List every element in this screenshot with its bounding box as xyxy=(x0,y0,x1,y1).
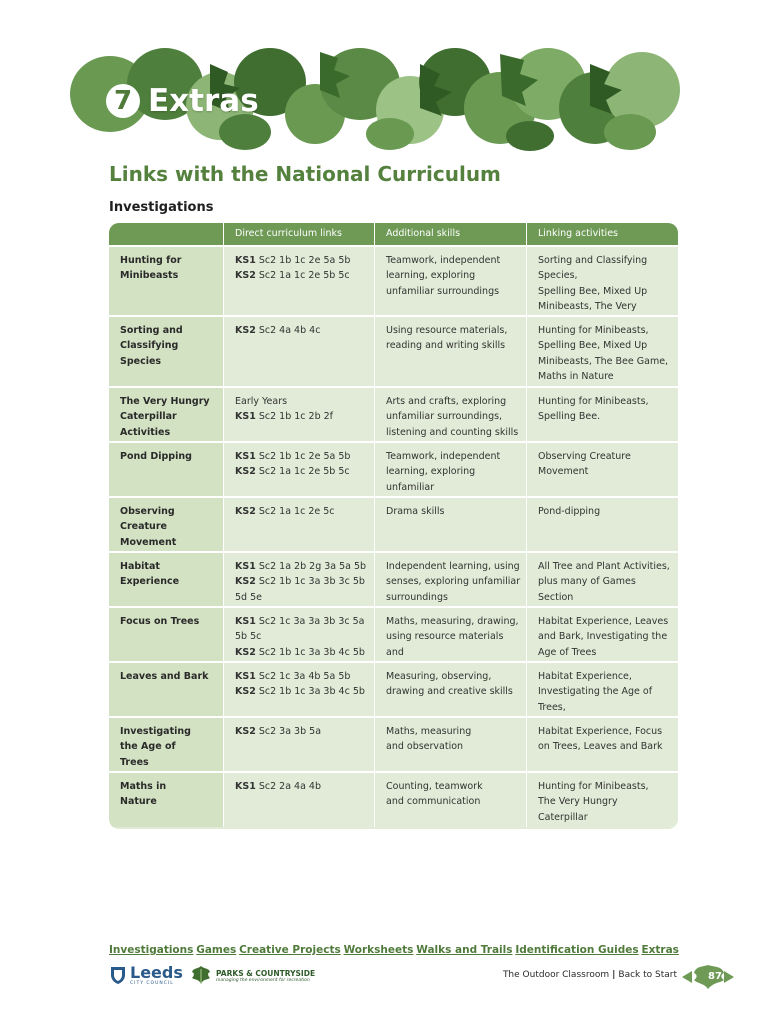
leeds-subtitle: CITY COUNCIL xyxy=(130,981,174,986)
parks-tagline: managing the environment for recreation xyxy=(216,978,310,983)
linking-activities-cell: Observing Creature Movement xyxy=(526,443,678,496)
linking-activities-cell: All Tree and Plant Activities, plus many of Games Section xyxy=(526,553,678,606)
activity-cell: Pond Dipping xyxy=(109,443,223,496)
curriculum-links-cell: KS1 Sc2 2a 4a 4b xyxy=(223,773,374,827)
curriculum-links-cell: KS1 Sc2 1a 2b 2g 3a 5a 5b KS2 Sc2 1b 1c 3a 3b 3c 5b 5d 5e xyxy=(223,553,374,606)
footer-links: The Outdoor Classroom | Back to Start xyxy=(502,970,677,980)
chapter-heading xyxy=(106,78,259,124)
curriculum-links-cell: KS1 Sc2 1c 3a 4b 5a 5b KS2 Sc2 1b 1c 3a 3b 4c 5b xyxy=(223,663,374,716)
curriculum-links-cell: KS2 Sc2 3a 3b 5a xyxy=(223,718,374,771)
skills-cell: Maths, measuring and observation xyxy=(374,718,526,771)
nav-link-investigations[interactable]: Investigations xyxy=(109,944,194,956)
parks-name: PARKS & COUNTRYSIDE xyxy=(216,969,316,978)
activity-cell: Observing Creature Movement xyxy=(109,498,223,551)
table-row xyxy=(109,245,678,315)
linking-activities-cell: Hunting for Minibeasts, Spelling Bee, Mixed Up Minibeasts, The Bee Game, Maths in Nature xyxy=(526,317,678,386)
table-row xyxy=(109,496,678,551)
nav-link-extras[interactable]: Extras xyxy=(641,944,679,956)
curriculum-links-cell: KS1 Sc2 1c 3a 3a 3b 3c 5a 5b 5c KS2 Sc2 1b 1c 3a 3b 4c 5b xyxy=(223,608,374,661)
linking-activities-cell: Habitat Experience, Investigating the Age of Trees, xyxy=(526,663,678,716)
nav-link-identification-guides[interactable]: Identification Guides xyxy=(515,944,639,956)
table-header-linking-activities: Linking activities xyxy=(526,223,678,245)
previous-page-arrow-icon[interactable] xyxy=(682,971,692,983)
activity-cell: Hunting for Minibeasts xyxy=(109,247,223,315)
activity-cell: Investigating the Age of Trees xyxy=(109,718,223,771)
table-row xyxy=(109,441,678,496)
curriculum-links-cell: KS2 Sc2 1a 1c 2e 5c xyxy=(223,498,374,551)
linking-activities-cell: Hunting for Minibeasts, Spelling Bee. xyxy=(526,388,678,441)
table-header-direct-links: Direct curriculum links xyxy=(223,223,374,245)
page-footer xyxy=(109,963,739,991)
table-row xyxy=(109,716,678,771)
curriculum-links-cell: KS2 Sc2 4a 4b 4c xyxy=(223,317,374,386)
curriculum-links-cell: Early Years KS1 Sc2 1b 1c 2b 2f xyxy=(223,388,374,441)
activity-cell: Habitat Experience xyxy=(109,553,223,606)
table-row xyxy=(109,315,678,386)
curriculum-links-cell: KS1 Sc2 1b 1c 2e 5a 5b KS2 Sc2 1a 1c 2e 5b 5c xyxy=(223,247,374,315)
table-row xyxy=(109,661,678,716)
table-header-row xyxy=(109,223,678,245)
skills-cell: Teamwork, independent learning, exploring unfamiliar xyxy=(374,443,526,496)
parks-countryside-logo xyxy=(189,965,315,987)
oak-leaf-icon xyxy=(189,965,213,987)
table-row xyxy=(109,771,678,827)
skills-cell: Maths, measuring, drawing, using resource materials and xyxy=(374,608,526,661)
publication-name: The Outdoor Classroom xyxy=(502,970,610,980)
nav-link-games[interactable]: Games xyxy=(196,944,237,956)
linking-activities-cell: Habitat Experience, Focus on Trees, Leaves and Bark xyxy=(526,718,678,771)
nav-link-worksheets[interactable]: Worksheets xyxy=(343,944,414,956)
activity-cell: Maths in Nature xyxy=(109,773,223,827)
section-navigation xyxy=(109,944,679,956)
chapter-number-badge: 7 xyxy=(106,84,140,118)
leeds-city-council-logo xyxy=(109,965,183,986)
skills-cell: Using resource materials, reading and writing skills xyxy=(374,317,526,386)
skills-cell: Arts and crafts, exploring unfamiliar surroundings, listening and counting skills xyxy=(374,388,526,441)
skills-cell: Counting, teamwork and communication xyxy=(374,773,526,827)
curriculum-links-cell: KS1 Sc2 1b 1c 2e 5a 5b KS2 Sc2 1a 1c 2e 5b 5c xyxy=(223,443,374,496)
page-title: Links with the National Curriculum xyxy=(109,162,501,186)
table-row xyxy=(109,551,678,606)
back-to-start-link[interactable]: Back to Start xyxy=(618,970,677,980)
skills-cell: Teamwork, independent learning, exploring unfamiliar surroundings xyxy=(374,247,526,315)
activity-cell: The Very Hungry Caterpillar Activities xyxy=(109,388,223,441)
linking-activities-cell: Hunting for Minibeasts, The Very Hungry Caterpillar xyxy=(526,773,678,827)
linking-activities-cell: Sorting and Classifying Species, Spelling Bee, Mixed Up Minibeasts, The Very xyxy=(526,247,678,315)
activity-cell: Focus on Trees xyxy=(109,608,223,661)
activity-cell: Leaves and Bark xyxy=(109,663,223,716)
nav-link-walks-and-trails[interactable]: Walks and Trails xyxy=(416,944,513,956)
table-row xyxy=(109,386,678,441)
section-title: Investigations xyxy=(109,200,214,215)
leeds-wordmark: Leeds xyxy=(130,963,183,982)
table-header-activity xyxy=(109,223,223,245)
skills-cell: Independent learning, using senses, exploring unfamiliar surroundings xyxy=(374,553,526,606)
nav-link-creative-projects[interactable]: Creative Projects xyxy=(239,944,341,956)
table-header-additional-skills: Additional skills xyxy=(374,223,526,245)
page-number: 87 xyxy=(708,971,722,982)
skills-cell: Drama skills xyxy=(374,498,526,551)
table-row xyxy=(109,606,678,661)
chapter-title: Extras xyxy=(148,83,259,119)
crest-icon xyxy=(109,965,127,985)
curriculum-table xyxy=(109,223,678,829)
skills-cell: Measuring, observing, drawing and creative skills xyxy=(374,663,526,716)
activity-cell: Sorting and Classifying Species xyxy=(109,317,223,386)
linking-activities-cell: Habitat Experience, Leaves and Bark, Investigating the Age of Trees xyxy=(526,608,678,661)
linking-activities-cell: Pond-dipping xyxy=(526,498,678,551)
